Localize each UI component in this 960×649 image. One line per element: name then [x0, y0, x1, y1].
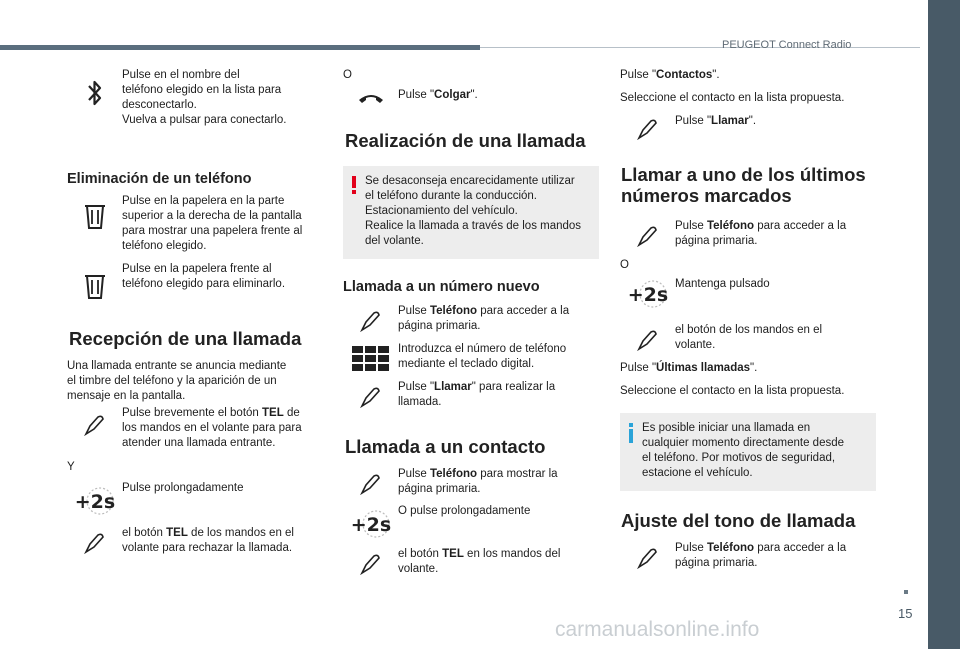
last-calls-heading: [621, 164, 876, 206]
warning-icon: [351, 176, 357, 194]
right-side-strip: [928, 0, 960, 649]
text-line: superior a la derecha de la pantalla: [122, 210, 302, 222]
text-line: O pulse prolongadamente: [398, 505, 531, 517]
select-contact-1: Seleccione el contacto en la lista propuesta.: [620, 92, 845, 104]
text-run: de: [283, 407, 300, 419]
ringtone-heading: Ajuste del tono de llamada: [621, 510, 856, 531]
tel-label: TEL: [166, 527, 188, 539]
header-title: PEUGEOT Connect Radio: [722, 39, 852, 51]
tel-label: TEL: [442, 548, 464, 560]
text-line: atender una llamada entrante.: [122, 437, 276, 449]
text-line: mensaje en la pantalla.: [67, 390, 186, 402]
text-line: página primaria.: [398, 320, 481, 332]
page-number: 15: [898, 606, 913, 621]
info-icon: [628, 423, 634, 443]
last-calls-line: [620, 361, 876, 376]
number-step-2: [343, 342, 599, 372]
text-run: ".: [712, 69, 720, 81]
hold-2s-icon: [627, 279, 669, 309]
tel-label: TEL: [262, 407, 284, 419]
text-line: Introduzca el número de teléfono: [398, 343, 567, 355]
pen-icon: [360, 310, 382, 332]
text-run: Pulse: [398, 468, 430, 480]
text-line: página primaria.: [675, 557, 758, 569]
text-line: volante para rechazar la llamada.: [122, 542, 293, 554]
page-marker: [904, 590, 908, 594]
text-run: Pulse ": [675, 115, 712, 127]
number-heading: Llamada a un número nuevo: [343, 279, 540, 295]
text-line: Realice la llamada a través de los mandos: [365, 220, 582, 232]
info-box: [620, 413, 876, 491]
contact-step-1: [343, 467, 599, 497]
text-run: Pulse ": [398, 89, 435, 101]
llamar-label: Llamar: [434, 381, 472, 393]
pen-icon: [84, 532, 106, 554]
text-line: Pulse en la papelera en la parte: [122, 195, 285, 207]
call-heading: Realización de una llamada: [345, 130, 586, 151]
text-line: Se desaconseja encarecidamente utilizar: [365, 175, 575, 187]
hold-2s-icon: [74, 486, 116, 516]
text-run: para acceder a la: [754, 542, 847, 554]
column-2: [343, 60, 599, 577]
text-line: Pulse prolongadamente: [122, 482, 244, 494]
text-line: el botón de los mandos en el: [675, 324, 823, 336]
trash-icon: [84, 204, 106, 230]
text-line: teléfono elegido para eliminarlo.: [122, 278, 286, 290]
text-run: Pulse ": [398, 381, 435, 393]
ultimas-llamadas-label: Últimas llamadas: [656, 362, 751, 374]
text-line: el teléfono. Por motivos de seguridad,: [642, 452, 836, 464]
top-thin-rule: [480, 47, 920, 48]
bluetooth-icon: [87, 78, 103, 108]
contact-step-2: [343, 504, 599, 539]
hold-icon-label: +2s: [627, 284, 668, 306]
text-run: ".: [470, 89, 478, 101]
column-3: [620, 60, 876, 571]
number-step-1: [343, 304, 599, 334]
text-line: volante.: [675, 339, 716, 351]
trash-icon: [84, 274, 106, 300]
warning-box: [343, 166, 599, 259]
hangup-step: [343, 88, 599, 104]
text-run: Pulse ": [620, 69, 657, 81]
text-run: Pulse: [675, 220, 707, 232]
text-line: del volante.: [365, 235, 424, 247]
pen-icon: [637, 547, 659, 569]
disconnect-step: [67, 68, 317, 128]
pen-icon: [360, 386, 382, 408]
text-line: los mandos en el volante para para: [122, 422, 302, 434]
contact-step-3: [343, 547, 599, 577]
text-line: Una llamada entrante se anuncia mediante: [67, 360, 287, 372]
text-run: para acceder a la: [754, 220, 847, 232]
keypad-icon: [352, 346, 390, 372]
telefono-label: Teléfono: [706, 220, 755, 232]
text-line: Vuelva a pulsar para conectarlo.: [122, 114, 287, 126]
receive-heading: Recepción de una llamada: [69, 328, 302, 349]
text-run: el botón: [398, 548, 443, 560]
text-run: Pulse ": [620, 362, 657, 374]
delete-step-1: [67, 194, 317, 254]
or-label: O: [343, 69, 352, 81]
text-run: " para realizar la: [471, 381, 556, 393]
select-contact-2: Seleccione el contacto en la lista propuesta.: [620, 385, 845, 397]
or-label: O: [620, 259, 629, 271]
telefono-label: Teléfono: [429, 468, 478, 480]
contactos-label: Contactos: [656, 69, 713, 81]
llamar-label: Llamar: [711, 115, 749, 127]
text-run: para mostrar la: [477, 468, 558, 480]
text-line: para mostrar una papelera frente al: [122, 225, 303, 237]
pen-icon: [637, 118, 659, 140]
text-line: teléfono elegido en la lista para: [122, 84, 282, 96]
or-label: Y: [67, 461, 75, 473]
telefono-label: Teléfono: [706, 542, 755, 554]
delete-heading: Eliminación de un teléfono: [67, 171, 252, 187]
last-step-3: [620, 323, 876, 353]
receive-text: [67, 359, 317, 404]
text-run: ".: [748, 115, 757, 127]
answer-step: [67, 406, 317, 451]
ringtone-step: [620, 541, 876, 571]
text-run: Pulse: [675, 542, 707, 554]
contact-heading: Llamada a un contacto: [345, 436, 546, 457]
hold-icon-label: +2s: [350, 514, 391, 536]
text-run: para acceder a la: [477, 305, 570, 317]
hold-icon-label: +2s: [74, 491, 115, 513]
heading-line: Llamar a uno de los últimos: [621, 164, 866, 185]
contacts-line: [620, 68, 876, 83]
telefono-label: Teléfono: [429, 305, 478, 317]
number-step-3: [343, 380, 599, 410]
text-run: en los mandos del: [463, 548, 561, 560]
text-line: Pulse en el nombre del: [122, 69, 240, 81]
text-line: teléfono elegido.: [122, 240, 207, 252]
text-line: página primaria.: [398, 483, 481, 495]
text-run: de los mandos en el: [187, 527, 294, 539]
heading-line: números marcados: [621, 185, 792, 206]
text-line: desconectarlo.: [122, 99, 197, 111]
text-line: el teléfono durante la conducción.: [365, 190, 537, 202]
text-line: Pulse en la papelera frente al: [122, 263, 272, 275]
top-accent-bar: [0, 45, 480, 50]
text-line: Estacionamiento del vehículo.: [365, 205, 518, 217]
text-run: Pulse: [398, 305, 430, 317]
long-press-step: [67, 481, 317, 516]
text-line: el timbre del teléfono y la aparición de un: [67, 375, 277, 387]
colgar-label: Colgar: [434, 89, 471, 101]
llamar-step: [620, 114, 876, 140]
pen-icon: [360, 553, 382, 575]
text-line: cualquier momento directamente desde: [642, 437, 845, 449]
hold-2s-icon: [350, 509, 392, 539]
last-step-2: [620, 277, 876, 309]
text-run: Pulse brevemente el botón: [122, 407, 263, 419]
delete-step-2: [67, 262, 317, 300]
text-line: mediante el teclado digital.: [398, 358, 535, 370]
text-line: llamada.: [398, 396, 442, 408]
pen-icon: [84, 414, 106, 436]
text-line: volante.: [398, 563, 439, 575]
hang-up-icon: [358, 92, 384, 104]
pen-icon: [637, 329, 659, 351]
pen-icon: [637, 225, 659, 247]
text-line: estacione el vehículo.: [642, 467, 753, 479]
column-1: [67, 60, 317, 556]
reject-step: [67, 526, 317, 556]
watermark: carmanualsonline.info: [555, 618, 760, 641]
text-line: Es posible iniciar una llamada en: [642, 422, 811, 434]
last-step-1: [620, 219, 876, 249]
text-line: Mantenga pulsado: [675, 278, 770, 290]
pen-icon: [360, 473, 382, 495]
text-line: página primaria.: [675, 235, 758, 247]
text-run: ".: [750, 362, 758, 374]
text-run: el botón: [122, 527, 167, 539]
